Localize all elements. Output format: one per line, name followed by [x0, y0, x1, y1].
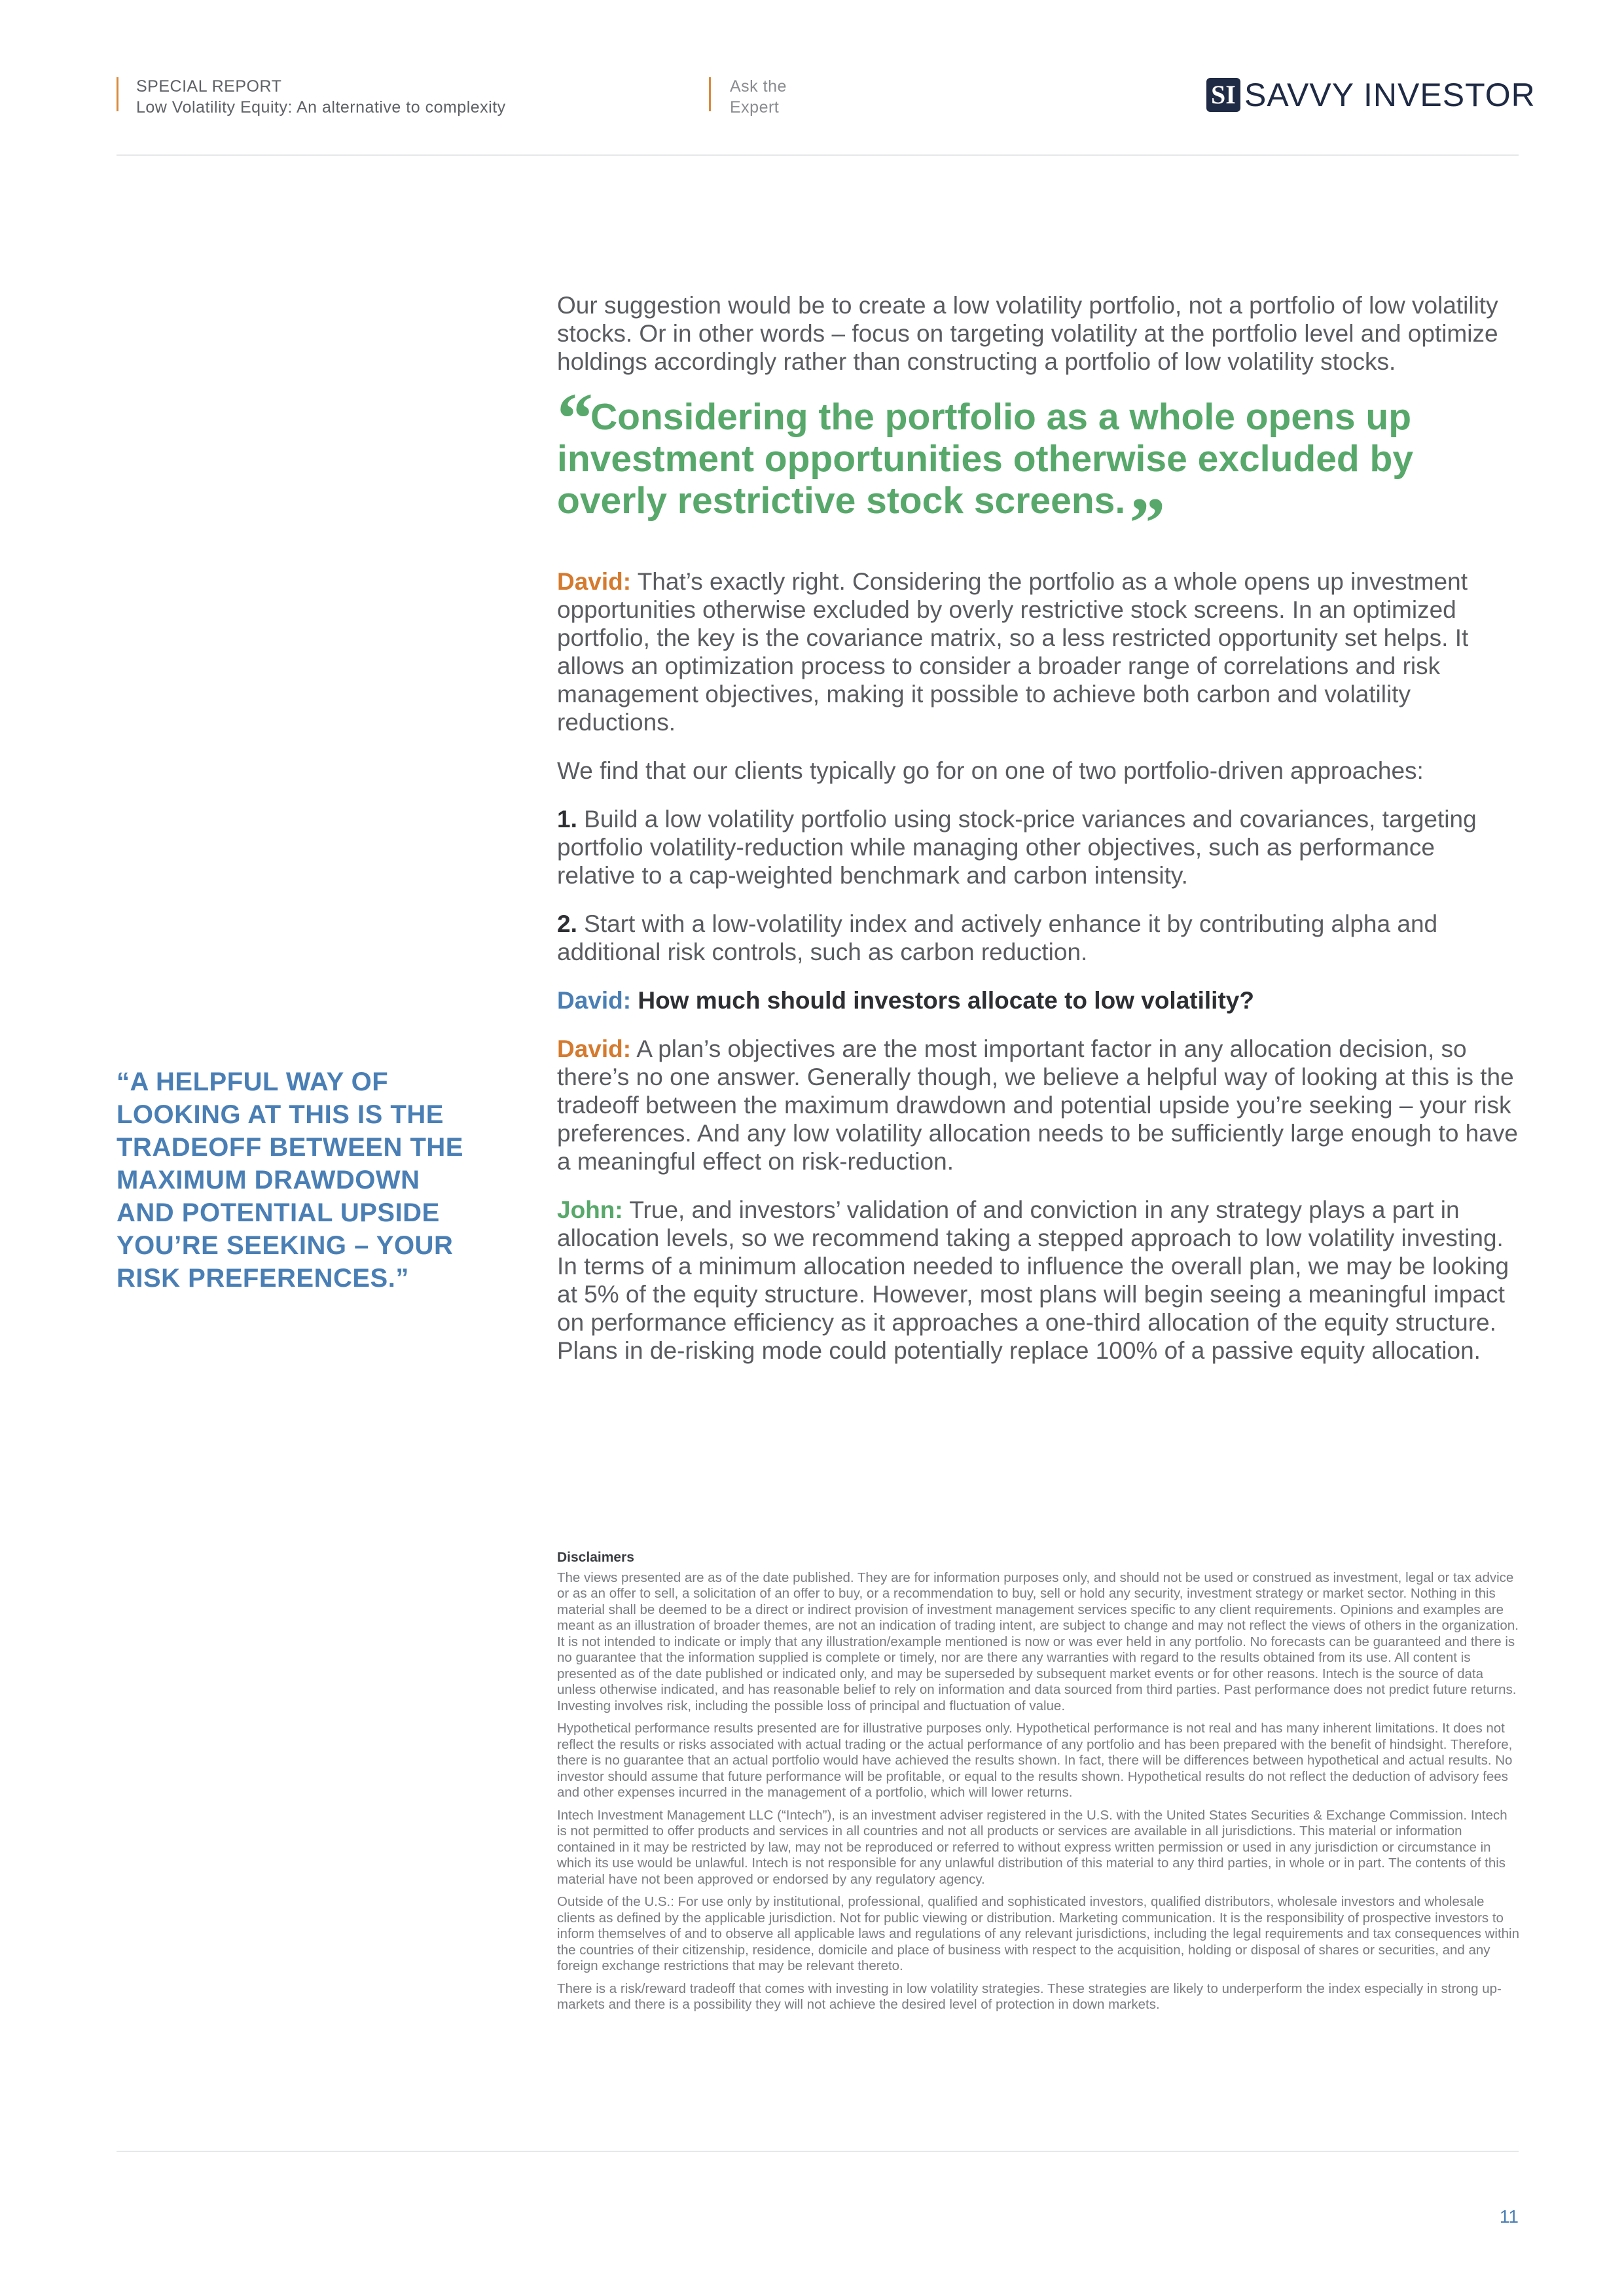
logo-letters: SI [1211, 80, 1236, 109]
disclaimer-paragraph: The views presented are as of the date published. They are for information purposes only, and should not be used or construed as investment, legal or tax advice or as an offer to sell, a solicitation of an offer to buy, or a recommendation to buy, sell or hold any security, investment strategy or market sector. Nothing in this material shall be deemed to be a direct or indirect provision of investment management services specific to any client requirements. Opinions and examples are meant as an illustration of broader themes, are not an indication of trading intent, are subject to change and may not reflect the views of others in the organization. It is not intended to indicate or imply that any illustration/example mentioned is now or was ever held in any portfolio. No forecasts can be guaranteed and there is no guarantee that the information supplied is complete or timely, nor are there any warranties with regard to the results obtained from its use. All content is presented as of the date published or indicated only, and may be superseded by subsequent market events or for other reasons. Intech is the source of data unless otherwise indicated, and has reasonable belief to rely on information and data sourced from third parties. Past performance does not predict future returns. Investing involves risk, including the possible loss of principal and fluctuation of value. [557, 1570, 1519, 1713]
section-label [730, 76, 787, 118]
section-divider [709, 77, 711, 111]
intro-paragraph: Our suggestion would be to create a low volatility portfolio, not a portfolio of low volatility stocks. Or in other words – focus on targeting volatility at the portfolio level and optimize holdings accordingly rather than constructing a portfolio of low volatility stocks. [557, 292, 1498, 375]
header-rule [117, 154, 1519, 156]
speaker-label: David: [557, 987, 632, 1014]
disclaimer-paragraph: Outside of the U.S.: For use only by institutional, professional, qualified and sophisticated investors, qualified distributors, wholesale investors and wholesale clients as defined by the applicable jurisdiction. Not for public viewing or distribution. Marketing communication. It is the responsibility of prospective investors to inform themselves of and to observe all applicable laws and regulations of any relevant jurisdictions, including the legal requirements and tax consequences within the countries of their citizenship, residence, domicile and place of business with respect to the acquisition, holding or disposal of shares or securities, and any foreign exchange restrictions that may be relevant thereto. [557, 1894, 1520, 1973]
main-column [557, 291, 1519, 1385]
disclaimer-paragraph: There is a risk/reward tradeoff that comes with investing in low volatility strategies. These strategies are likely to underperform the index especially in strong up-markets and there is a possibility they will not achieve the desired level of protection in down markets. [557, 1981, 1502, 2012]
list-text: Start with a low-volatility index and actively enhance it by contributing alpha and additional risk controls, such as carbon reduction. [557, 910, 1438, 965]
paragraph-john [557, 1196, 1519, 1365]
list-text: Build a low volatility portfolio using stock-price variances and covariances, targeting portfolio volatility-reduction while managing other objectives, such as performance relative to a cap-weighted benchmark and carbon intensity. [557, 806, 1477, 889]
logo-mark-icon [1206, 78, 1240, 112]
paragraph-text: True, and investors’ validation of and conviction in any strategy plays a part in allocation levels, so we recommend taking a stepped approach to low volatility investing. In terms of a minimum allocation needed to influence the overall plan, we may be looking at 5% of the equity structure. However, most plans will begin seeing a meaningful impact on performance efficiency as it approaches a one-third allocation of the equity structure. Plans in de-risking mode could potentially replace 100% of a passive equity allocation. [557, 1196, 1509, 1364]
report-label: SPECIAL REPORT [136, 77, 282, 96]
list-item-1 [557, 805, 1519, 889]
paragraph-approaches: We find that our clients typically go for on one of two portfolio-driven approaches: [557, 757, 1424, 784]
savvy-investor-logo[interactable] [1206, 77, 1536, 113]
question-paragraph [557, 986, 1519, 1014]
quote-close-icon: ” [1129, 483, 1161, 563]
disclaimer-paragraph: Intech Investment Management LLC (“Intech”), is an investment adviser registered in the U.S. with the United States Securities & Exchange Commission. Intech is not permitted to offer products and services in all countries and not all products or services are available in all jurisdictions. This material or information contained in it may be restricted by law, may not be reproduced or referred to without express written permission or used in any jurisdiction or circumstance in which its use would be unlawful. Intech is not responsible for any unlawful distribution of this material to any third parties, in whole or in part. The contents of this material have not been approved or endorsed by any regulatory agency. [557, 1807, 1507, 1887]
list-number: 2. [557, 910, 577, 937]
paragraph-text: That’s exactly right. Considering the portfolio as a whole opens up investment opportunities otherwise excluded by overly restrictive stock screens. In an optimized portfolio, the key is the covariance matrix, so a less restricted opportunity set helps. It allows an optimization process to consider a broader range of correlations and risk management objectives, making it possible to achieve both carbon and volatility reductions. [557, 568, 1469, 736]
header-divider [117, 77, 118, 111]
speaker-label: David: [557, 1035, 632, 1062]
speaker-label: David: [557, 568, 632, 595]
quote-text: Considering the portfolio as a whole opens up investment opportunities otherwise excluded by overly restrictive stock screens. [557, 396, 1414, 522]
disclaimer-paragraph: Hypothetical performance results presented are for illustrative purposes only. Hypothetical performance is not real and has many inherent limitations. It does not reflect the results or risks associated with actual trading or the actual performance of any portfolio and has been prepared with the benefit of hindsight. Therefore, there is no guarantee that an actual portfolio would have achieved the results shown. In fact, there will be differences between hypothetical and actual results. No investor should assume that future performance will be profitable, or equal to the results shown. Hypothetical results do not reflect the deduction of advisory fees and other expenses incurred in the management of a portfolio, which will lower returns. [557, 1721, 1513, 1800]
highlight-quote [557, 378, 1519, 563]
report-header [136, 76, 506, 118]
speaker-label: John: [557, 1196, 623, 1223]
paragraph-text: A plan’s objectives are the most important factor in any allocation decision, so there’s no one answer. Generally though, we believe a helpful way of looking at this is the tradeoff between the maximum drawdown and potential upside you’re seeking – your risk preferences. And any low volatility allocation needs to be sufficiently large enough to have a meaningful effect on risk-reduction. [557, 1035, 1518, 1175]
question-text: How much should investors allocate to low volatility? [631, 987, 1254, 1014]
pull-quote: “A HELPFUL WAY OF LOOKING AT THIS IS THE TRADEOFF BETWEEN THE MAXIMUM DRAWDOWN AND POTENTIAL UPSIDE YOU’RE SEEKING – YOUR RISK PREFERENCES.” [117, 1067, 463, 1293]
disclaimers [557, 1550, 1519, 2020]
paragraph-david-2 [557, 1035, 1519, 1175]
section-line-2: Expert [730, 98, 780, 117]
section-line-1: Ask the [730, 77, 787, 96]
page-number: 11 [1499, 2206, 1519, 2227]
disclaimers-title: Disclaimers [557, 1550, 634, 1565]
logo-text: SAVVY INVESTOR [1244, 77, 1536, 113]
footer-rule [117, 2151, 1519, 2152]
paragraph-david-1 [557, 567, 1519, 736]
list-item-2 [557, 910, 1519, 966]
report-subtitle: Low Volatility Equity: An alternative to complexity [136, 98, 506, 117]
quote-open-icon: “ [557, 378, 588, 458]
list-number: 1. [557, 806, 577, 833]
